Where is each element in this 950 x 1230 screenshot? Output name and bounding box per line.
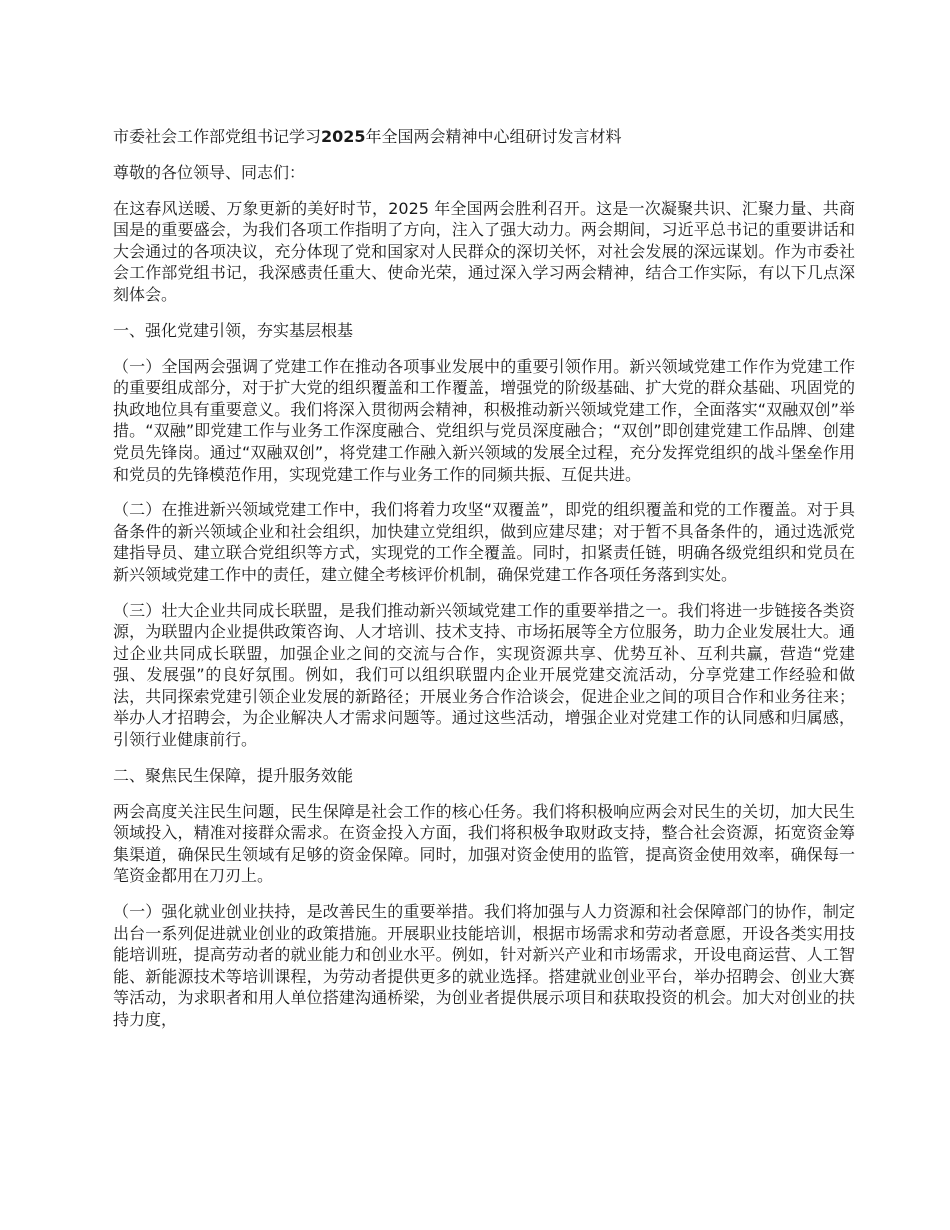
title-suffix: 年全国两会精神中心组研讨发言材料 (365, 127, 622, 146)
document-page (113, 126, 855, 1045)
section-1-paragraph-3: （三）壮大企业共同成长联盟，是我们推动新兴领域党建工作的重要举措之一。我们将进一步链接各类资源，为联盟内企业提供政策咨询、人才培训、技术支持、市场拓展等全方位服务，助力企业发展壮大。通过企业共同成长联盟，加强企业之间的交流与合作，实现资源共享、优势互补、互利共赢，营造“党建强、发展强”的良好氛围。例如，我们可以组织联盟内企业开展党建交流活动，分享党建工作经验和做法，共同探索党建引领企业发展的新路径；开展业务合作洽谈会，促进企业之间的项目合作和业务往来；举办人才招聘会，为企业解决人才需求问题等。通过这些活动，增强企业对党建工作的认同感和归属感，引领行业健康前行。 (113, 600, 855, 750)
intro-paragraph: 在这春风送暖、万象更新的美好时节，2025 年全国两会胜利召开。这是一次凝聚共识、汇聚力量、共商国是的重要盛会，为我们各项工作指明了方向，注入了强大动力。两会期间，习近平总书记的重要讲话和大会通过的各项决议，充分体现了党和国家对人民群众的深切关怀，对社会发展的深远谋划。作为市委社会工作部党组书记，我深感责任重大、使命光荣，通过深入学习两会精神，结合工作实际，有以下几点深刻体会。 (113, 198, 855, 304)
salutation: 尊敬的各位领导、同志们： (113, 163, 306, 182)
section-2-paragraph-1: （一）强化就业创业扶持，是改善民生的重要举措。我们将加强与人力资源和社会保障部门的协作，制定出台一系列促进就业创业的政策措施。开展职业技能培训，根据市场需求和劳动者意愿，开设各类实用技能培训班，提高劳动者的就业能力和创业水平。例如，针对新兴产业和市场需求，开设电商运营、人工智能、新能源技术等培训课程，为劳动者提供更多的就业选择。搭建就业创业平台，举办招聘会、创业大赛等活动，为求职者和用人单位搭建沟通桥梁，为创业者提供展示项目和获取投资的机会。加大对创业的扶持力度， (113, 902, 855, 1029)
section-2-intro-paragraph: 两会高度关注民生问题，民生保障是社会工作的核心任务。我们将积极响应两会对民生的关切，加大民生领域投入，精准对接群众需求。在资金投入方面，我们将积极争取财政支持，整合社会资源，拓宽资金筹集渠道，确保民生领域有足够的资金保障。同时，加强对资金使用的监管，提高资金使用效率，确保每一笔资金都用在刀刃上。 (113, 801, 855, 886)
section-1-heading: 一、强化党建引领，夯实基层根基 (113, 320, 354, 340)
section-1-paragraph-2: （二）在推进新兴领域党建工作中，我们将着力攻坚“双覆盖”，即党的组织覆盖和党的工作覆盖。对于具备条件的新兴领域企业和社会组织，加快建立党组织，做到应建尽建；对于暂不具备条件的，通过选派党建指导员、建立联合党组织等方式，实现党的工作全覆盖。同时，扣紧责任链，明确各级党组织和党员在新兴领域党建工作中的责任，建立健全考核评价机制，确保党建工作各项任务落到实处。 (113, 500, 855, 584)
title-year: 2025 (321, 127, 366, 146)
section-1-paragraph-1: （一）全国两会强调了党建工作在推动各项事业发展中的重要引领作用。新兴领域党建工作作为党建工作的重要组成部分，对于扩大党的组织覆盖和工作覆盖，增强党的阶级基础、扩大党的群众基础、巩固党的执政地位具有重要意义。我们将深入贯彻两会精神，积极推动新兴领域党建工作，全面落实“双融双创”举措。“双融”即党建工作与业务工作深度融合、党组织与党员深度融合；“双创”即创建党建工作品牌、创建党员先锋岗。通过“双融双创”，将党建工作融入新兴领域的发展全过程，充分发挥党组织的战斗堡垒作用和党员的先锋模范作用，实现党建工作与业务工作的同频共振、互促共进。 (113, 356, 855, 484)
title-prefix: 市委社会工作部党组书记学习 (113, 127, 322, 146)
document-title (113, 126, 855, 148)
section-2-heading: 二、聚焦民生保障，提升服务效能 (113, 765, 354, 785)
